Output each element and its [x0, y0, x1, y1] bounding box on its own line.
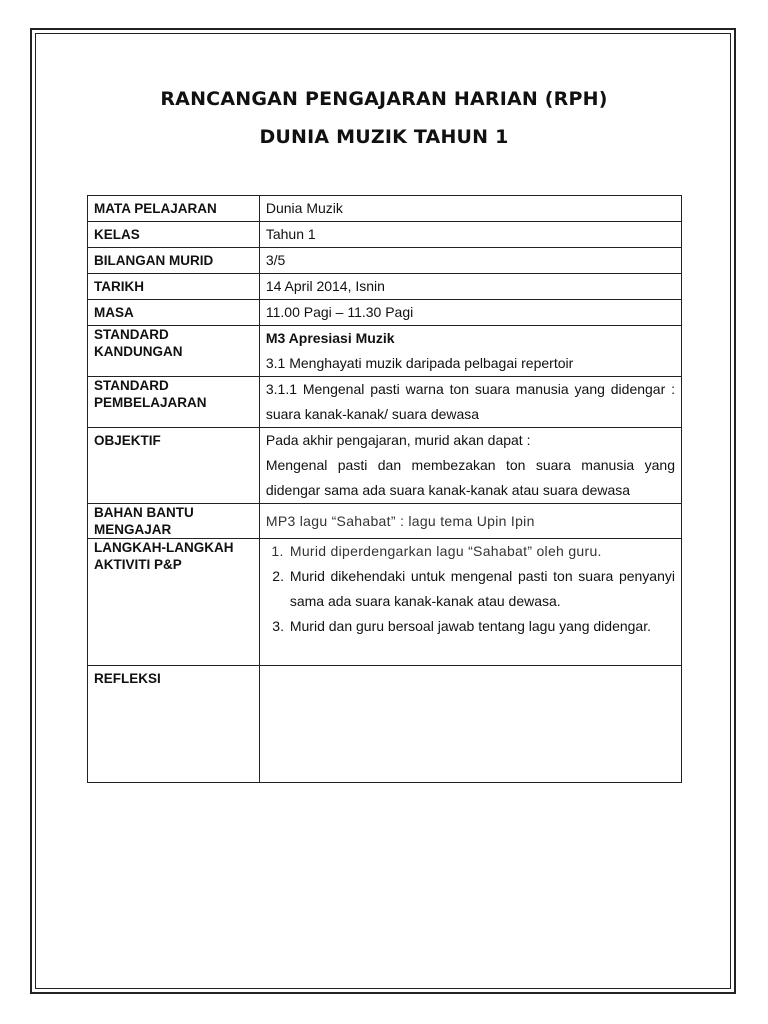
row-masa: [88, 300, 682, 326]
value-bilangan-murid: 3/5: [259, 248, 681, 274]
row-kelas: [88, 222, 682, 248]
label-mata-pelajaran: MATA PELAJARAN: [88, 196, 260, 222]
row-bahan-bantu: [88, 504, 682, 539]
value-refleksi: [259, 666, 681, 783]
label-refleksi: REFLEKSI: [88, 666, 260, 783]
label-tarikh: TARIKH: [88, 274, 260, 300]
value-masa: 11.00 Pagi – 11.30 Pagi: [259, 300, 681, 326]
langkah-step: 2. Murid dikehendaki untuk mengenal pasti ton suara penyanyi sama ada suara kanak-kanak atau dewasa.: [288, 564, 675, 614]
objektif-intro: Pada akhir pengajaran, murid akan dapat :: [265, 432, 531, 448]
langkah-steps-list: [266, 539, 675, 639]
label-bilangan-murid: BILANGAN MURID: [88, 248, 260, 274]
value-standard-kandungan: [259, 326, 681, 377]
label-kelas: KELAS: [88, 222, 260, 248]
langkah-step: 1. Murid diperdengarkan lagu “Sahabat” oleh guru.: [288, 539, 675, 564]
label-objektif: OBJEKTIF: [88, 428, 260, 504]
row-refleksi: [88, 666, 682, 783]
value-objektif: [259, 428, 681, 504]
label-standard-pembelajaran: STANDARD PEMBELAJARAN: [88, 377, 260, 428]
value-bahan-bantu: MP3 lagu “Sahabat” : lagu tema Upin Ipin: [259, 504, 681, 539]
row-langkah: [88, 539, 682, 666]
row-mata-pelajaran: [88, 196, 682, 222]
value-langkah: [259, 539, 681, 666]
langkah-step: 3. Murid dan guru bersoal jawab tentang lagu yang didengar.: [288, 614, 675, 639]
row-standard-pembelajaran: [88, 377, 682, 428]
row-tarikh: [88, 274, 682, 300]
rph-table: [87, 195, 682, 783]
label-bahan-bantu: BAHAN BANTU MENGAJAR: [88, 504, 260, 539]
document-title: RANCANGAN PENGAJARAN HARIAN (RPH): [160, 88, 608, 110]
objektif-text: Mengenal pasti dan membezakan ton suara manusia yang didengar sama ada suara kanak-kanak atau suara dewasa: [265, 457, 675, 498]
label-langkah: LANGKAH-LANGKAH AKTIVITI P&P: [88, 539, 260, 666]
value-standard-pembelajaran: 3.1.1 Mengenal pasti warna ton suara manusia yang didengar : suara kanak-kanak/ suara dewasa: [259, 377, 681, 428]
document-subtitle: DUNIA MUZIK TAHUN 1: [259, 126, 509, 148]
label-masa: MASA: [88, 300, 260, 326]
row-bilangan-murid: [88, 248, 682, 274]
value-kelas: Tahun 1: [259, 222, 681, 248]
value-mata-pelajaran: Dunia Muzik: [259, 196, 681, 222]
value-tarikh: 14 April 2014, Isnin: [259, 274, 681, 300]
label-standard-kandungan: STANDARD KANDUNGAN: [88, 326, 260, 377]
standard-kandungan-title: M3 Apresiasi Muzik: [265, 330, 395, 346]
row-objektif: [88, 428, 682, 504]
standard-kandungan-text: 3.1 Menghayati muzik daripada pelbagai repertoir: [265, 355, 574, 371]
row-standard-kandungan: [88, 326, 682, 377]
